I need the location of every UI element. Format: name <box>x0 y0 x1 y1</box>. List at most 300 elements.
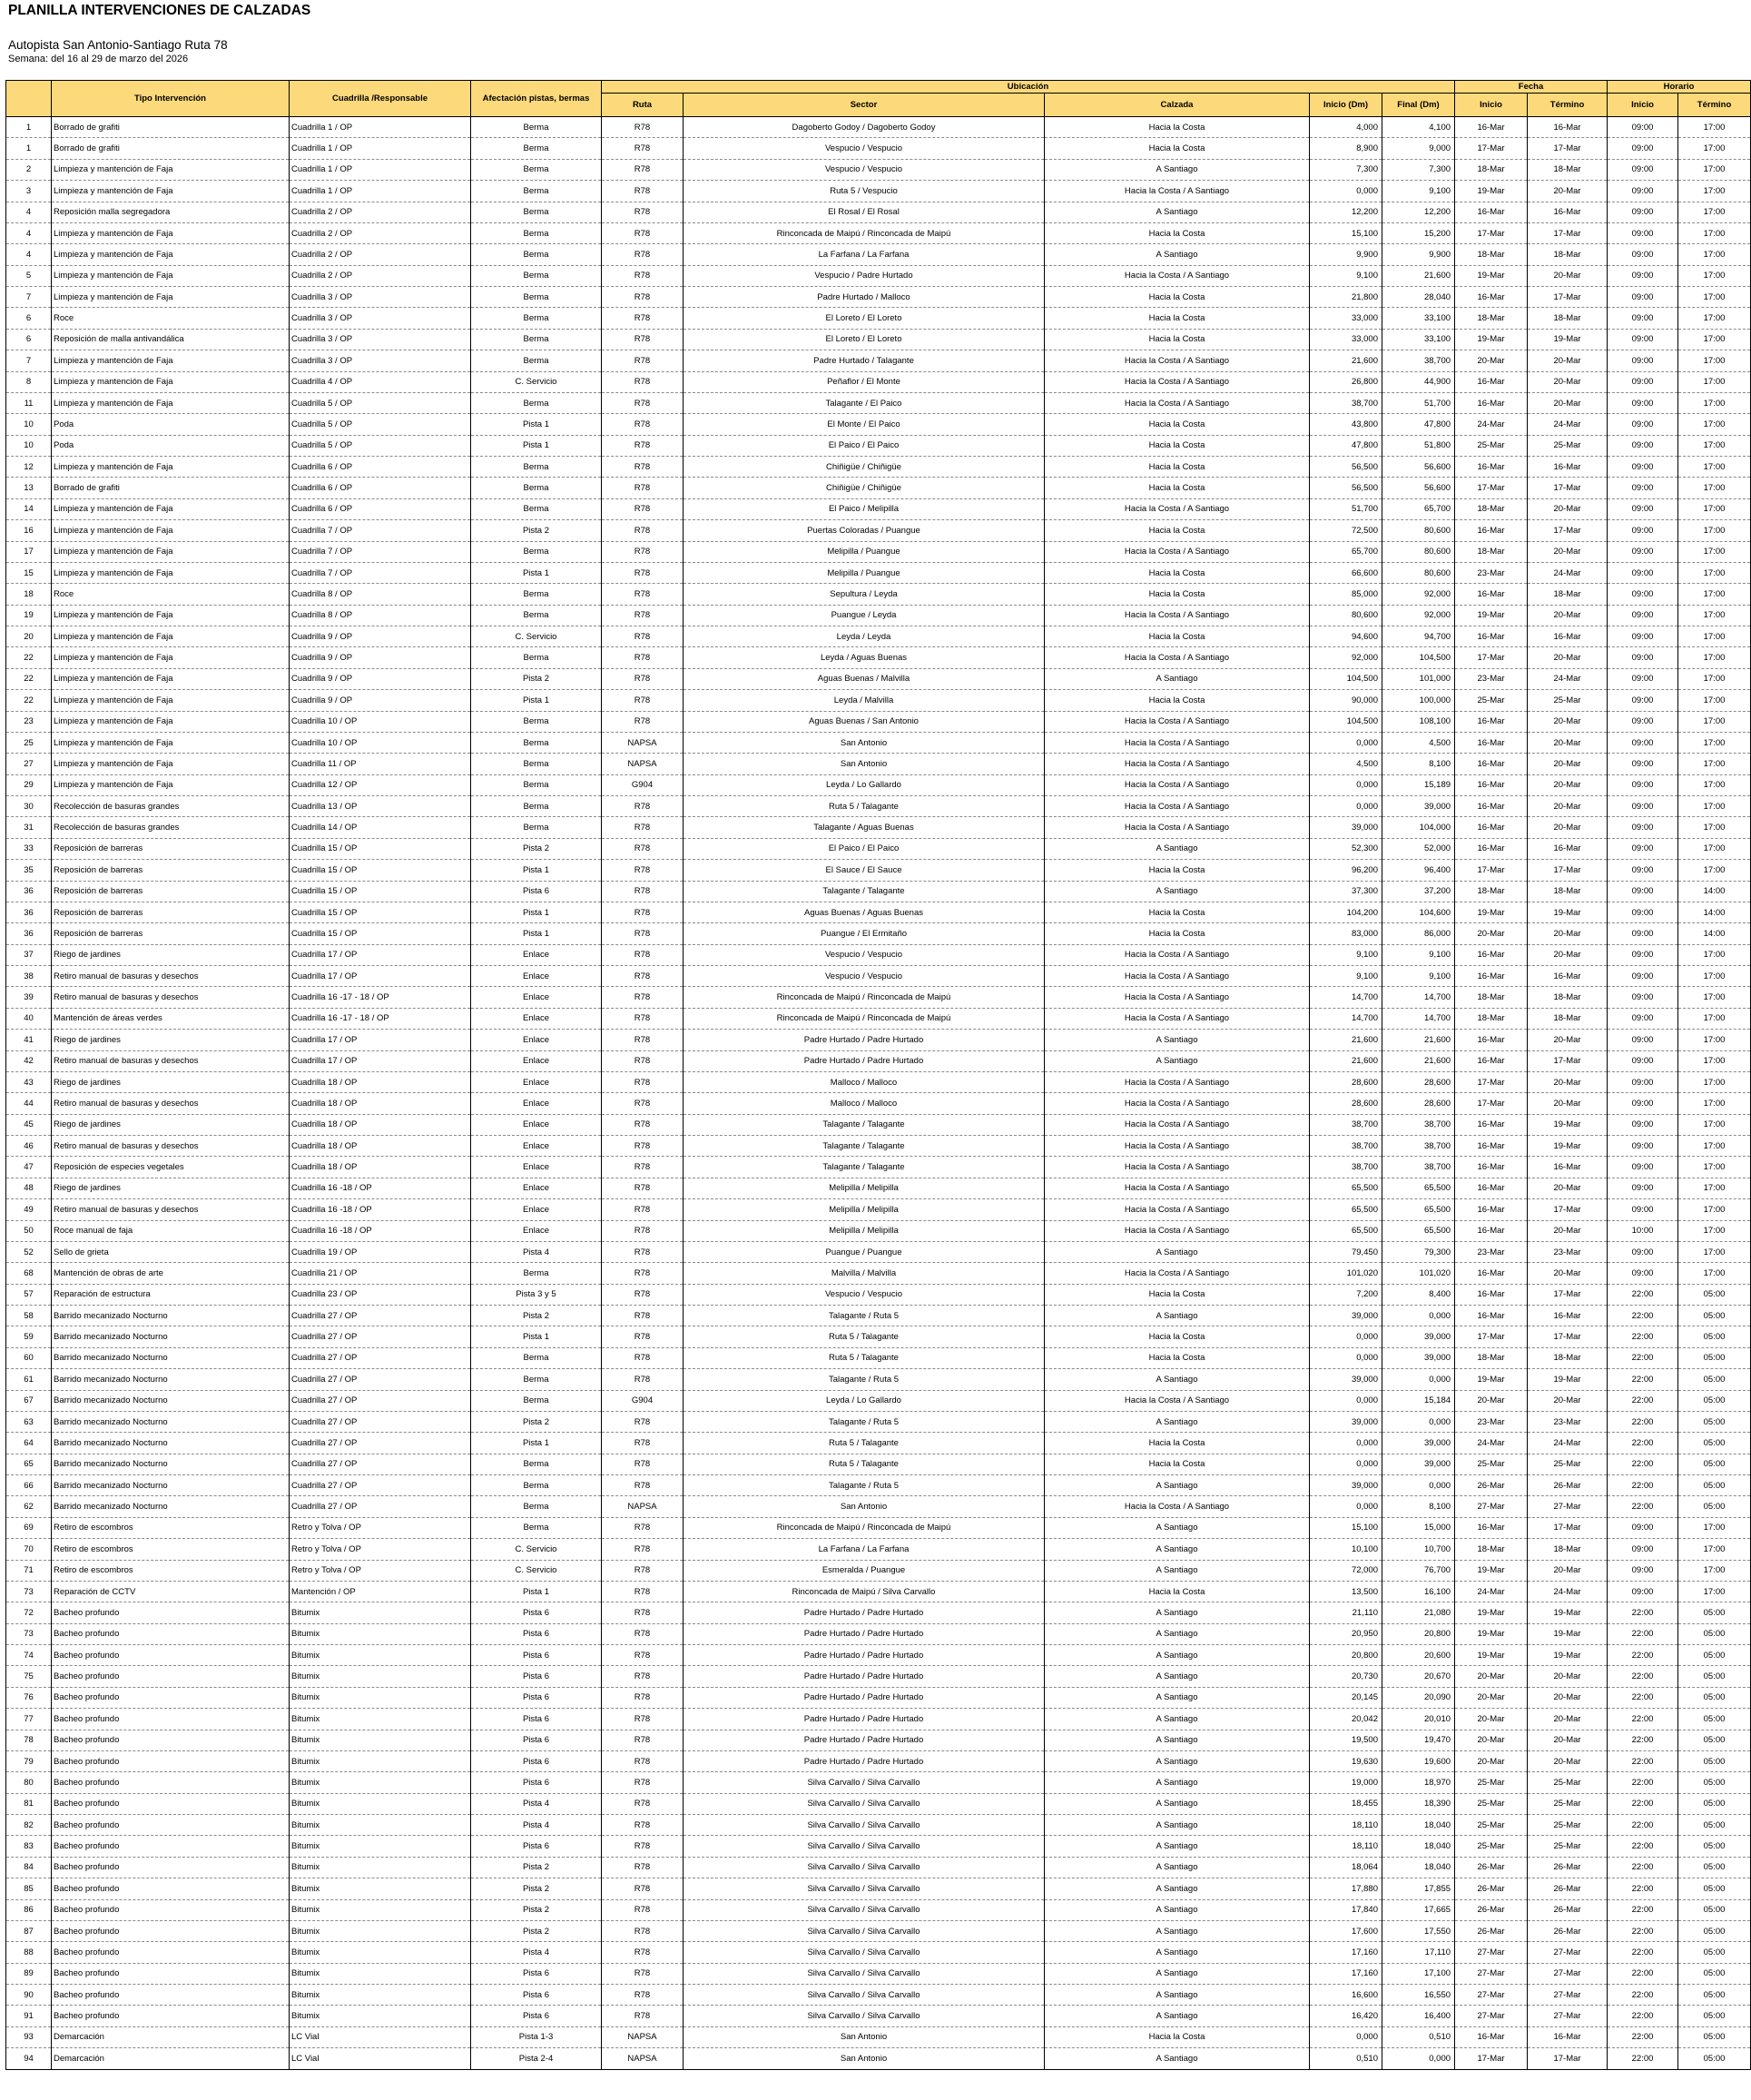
table-row <box>6 626 1751 647</box>
cell-hora-inicio: 09:00 <box>1608 287 1678 308</box>
table-row <box>6 881 1751 902</box>
cell-final-dm: 33,100 <box>1382 329 1455 350</box>
cell-final-dm: 16,400 <box>1382 2006 1455 2026</box>
cell-final-dm: 0,000 <box>1382 1411 1455 1432</box>
cell-afectacion: C. Servicio <box>471 371 602 392</box>
cell-ruta: R78 <box>602 1963 684 1984</box>
cell-hora-inicio: 09:00 <box>1608 902 1678 922</box>
cell-sector: Talagante / Talagante <box>684 881 1045 902</box>
cell-tipo: Barrido mecanizado Nocturno <box>52 1496 290 1517</box>
cell-hora-termino: 05:00 <box>1678 1326 1751 1347</box>
cell-afectacion: Pista 6 <box>471 1602 602 1623</box>
cell-id: 10 <box>6 435 52 456</box>
cell-afectacion: Enlace <box>471 1199 602 1220</box>
cell-final-dm: 39,000 <box>1382 1347 1455 1368</box>
cell-hora-termino: 05:00 <box>1678 1347 1751 1368</box>
cell-afectacion: Berma <box>471 222 602 243</box>
cell-fecha-inicio: 20-Mar <box>1455 1709 1528 1730</box>
cell-cuadrilla: Cuadrilla 10 / OP <box>290 732 471 753</box>
cell-inicio-dm: 38,700 <box>1310 392 1382 413</box>
cell-calzada: Hacia la Costa / A Santiago <box>1045 1008 1310 1029</box>
table-row <box>6 222 1751 243</box>
cell-inicio-dm: 17,600 <box>1310 1920 1382 1941</box>
cell-ruta: R78 <box>602 371 684 392</box>
cell-final-dm: 101,020 <box>1382 1263 1455 1284</box>
cell-cuadrilla: Cuadrilla 19 / OP <box>290 1241 471 1262</box>
cell-calzada: A Santiago <box>1045 1920 1310 1941</box>
cell-hora-inicio: 09:00 <box>1608 1539 1678 1560</box>
cell-afectacion: Berma <box>471 1263 602 1284</box>
cell-inicio-dm: 20,950 <box>1310 1623 1382 1644</box>
cell-fecha-inicio: 19-Mar <box>1455 1369 1528 1390</box>
cell-cuadrilla: Cuadrilla 18 / OP <box>290 1093 471 1114</box>
cell-inicio-dm: 37,300 <box>1310 881 1382 902</box>
cell-calzada: Hacia la Costa <box>1045 562 1310 583</box>
cell-id: 15 <box>6 562 52 583</box>
cell-inicio-dm: 39,000 <box>1310 817 1382 838</box>
table-row <box>6 1645 1751 1666</box>
cell-fecha-inicio: 27-Mar <box>1455 1985 1528 2006</box>
table-row <box>6 350 1751 371</box>
cell-sector: Silva Carvallo / Silva Carvallo <box>684 1942 1045 1963</box>
cell-cuadrilla: Bitumix <box>290 1772 471 1793</box>
cell-tipo: Bacheo profundo <box>52 2006 290 2026</box>
cell-fecha-inicio: 25-Mar <box>1455 435 1528 456</box>
cell-final-dm: 18,040 <box>1382 1857 1455 1878</box>
cell-final-dm: 100,000 <box>1382 690 1455 711</box>
cell-hora-inicio: 09:00 <box>1608 605 1678 626</box>
cell-id: 6 <box>6 308 52 329</box>
cell-cuadrilla: Bitumix <box>290 1709 471 1730</box>
cell-final-dm: 18,970 <box>1382 1772 1455 1793</box>
cell-ruta: R78 <box>602 1157 684 1178</box>
cell-cuadrilla: Cuadrilla 23 / OP <box>290 1284 471 1305</box>
cell-inicio-dm: 39,000 <box>1310 1306 1382 1326</box>
cell-final-dm: 0,510 <box>1382 2026 1455 2047</box>
cell-fecha-termino: 24-Mar <box>1528 562 1608 583</box>
cell-fecha-termino: 26-Mar <box>1528 1857 1608 1878</box>
cell-hora-termino: 17:00 <box>1678 1199 1751 1220</box>
cell-cuadrilla: Bitumix <box>290 1857 471 1878</box>
cell-fecha-termino: 27-Mar <box>1528 2006 1608 2026</box>
cell-ruta: R78 <box>602 202 684 222</box>
cell-hora-inicio: 22:00 <box>1608 1623 1678 1644</box>
cell-hora-termino: 17:00 <box>1678 690 1751 711</box>
cell-afectacion: Berma <box>471 181 602 202</box>
cell-fecha-termino: 16-Mar <box>1528 457 1608 478</box>
cell-tipo: Limpieza y mantención de Faja <box>52 562 290 583</box>
cell-fecha-inicio: 23-Mar <box>1455 562 1528 583</box>
cell-cuadrilla: Cuadrilla 15 / OP <box>290 902 471 922</box>
cell-ruta: R78 <box>602 265 684 286</box>
cell-ruta: R78 <box>602 1517 684 1538</box>
cell-final-dm: 20,670 <box>1382 1666 1455 1687</box>
cell-afectacion: Pista 4 <box>471 1942 602 1963</box>
cell-cuadrilla: Cuadrilla 17 / OP <box>290 1050 471 1071</box>
table-row <box>6 1602 1751 1623</box>
cell-tipo: Limpieza y mantención de Faja <box>52 181 290 202</box>
cell-fecha-inicio: 27-Mar <box>1455 2006 1528 2026</box>
cell-fecha-termino: 20-Mar <box>1528 1687 1608 1708</box>
table-row <box>6 1963 1751 1984</box>
cell-hora-inicio: 22:00 <box>1608 1750 1678 1771</box>
table-row <box>6 1623 1751 1644</box>
cell-id: 57 <box>6 1284 52 1305</box>
cell-afectacion: Berma <box>471 457 602 478</box>
cell-afectacion: C. Servicio <box>471 1560 602 1581</box>
cell-fecha-termino: 17-Mar <box>1528 478 1608 498</box>
cell-hora-inicio: 09:00 <box>1608 923 1678 944</box>
cell-cuadrilla: Cuadrilla 6 / OP <box>290 457 471 478</box>
cell-id: 84 <box>6 1857 52 1878</box>
cell-id: 58 <box>6 1306 52 1326</box>
cell-fecha-termino: 26-Mar <box>1528 1475 1608 1496</box>
cell-tipo: Riego de jardines <box>52 1114 290 1135</box>
cell-id: 16 <box>6 520 52 541</box>
cell-id: 1 <box>6 117 52 138</box>
cell-fecha-inicio: 17-Mar <box>1455 1093 1528 1114</box>
cell-ruta: R78 <box>602 838 684 859</box>
cell-afectacion: Berma <box>471 265 602 286</box>
cell-id: 94 <box>6 2048 52 2069</box>
cell-sector: Ruta 5 / Talagante <box>684 1433 1045 1454</box>
cell-ruta: R78 <box>602 1241 684 1262</box>
cell-id: 13 <box>6 478 52 498</box>
cell-afectacion: Pista 2 <box>471 1306 602 1326</box>
table-row <box>6 860 1751 881</box>
table-row <box>6 1985 1751 2006</box>
cell-id: 65 <box>6 1454 52 1474</box>
col-header-hora-inicio: Inicio <box>1608 94 1678 117</box>
cell-id: 4 <box>6 244 52 265</box>
cell-fecha-inicio: 16-Mar <box>1455 1517 1528 1538</box>
cell-afectacion: Berma <box>471 774 602 795</box>
table-row <box>6 435 1751 456</box>
cell-calzada: Hacia la Costa / A Santiago <box>1045 774 1310 795</box>
col-header-inicio-dm: Inicio (Dm) <box>1310 94 1382 117</box>
cell-calzada: Hacia la Costa / A Santiago <box>1045 1220 1310 1241</box>
cell-ruta: R78 <box>602 1899 684 1920</box>
cell-sector: Padre Hurtado / Padre Hurtado <box>684 1050 1045 1071</box>
cell-hora-inicio: 22:00 <box>1608 1730 1678 1750</box>
cell-afectacion: Pista 4 <box>471 1815 602 1836</box>
cell-hora-termino: 17:00 <box>1678 202 1751 222</box>
cell-tipo: Limpieza y mantención de Faja <box>52 754 290 774</box>
cell-sector: Malloco / Malloco <box>684 1071 1045 1092</box>
cell-final-dm: 19,470 <box>1382 1730 1455 1750</box>
table-row <box>6 732 1751 753</box>
cell-hora-inicio: 22:00 <box>1608 1326 1678 1347</box>
cell-fecha-termino: 20-Mar <box>1528 371 1608 392</box>
cell-hora-inicio: 22:00 <box>1608 1793 1678 1814</box>
cell-final-dm: 18,040 <box>1382 1815 1455 1836</box>
cell-fecha-termino: 20-Mar <box>1528 923 1608 944</box>
table-row <box>6 1750 1751 1771</box>
cell-cuadrilla: Cuadrilla 27 / OP <box>290 1454 471 1474</box>
cell-inicio-dm: 13,500 <box>1310 1581 1382 1602</box>
table-row <box>6 1008 1751 1029</box>
cell-hora-termino: 05:00 <box>1678 1623 1751 1644</box>
cell-sector: Ruta 5 / Vespucio <box>684 181 1045 202</box>
cell-afectacion: Pista 1 <box>471 1433 602 1454</box>
cell-hora-inicio: 22:00 <box>1608 1496 1678 1517</box>
cell-fecha-inicio: 20-Mar <box>1455 1390 1528 1411</box>
cell-afectacion: Berma <box>471 1390 602 1411</box>
cell-hora-inicio: 09:00 <box>1608 1241 1678 1262</box>
cell-tipo: Limpieza y mantención de Faja <box>52 732 290 753</box>
cell-fecha-termino: 17-Mar <box>1528 860 1608 881</box>
cell-final-dm: 52,000 <box>1382 838 1455 859</box>
cell-fecha-inicio: 25-Mar <box>1455 1454 1528 1474</box>
cell-cuadrilla: Cuadrilla 9 / OP <box>290 647 471 668</box>
cell-inicio-dm: 4,500 <box>1310 754 1382 774</box>
cell-calzada: Hacia la Costa / A Santiago <box>1045 605 1310 626</box>
cell-inicio-dm: 56,500 <box>1310 478 1382 498</box>
cell-hora-termino: 17:00 <box>1678 1241 1751 1262</box>
cell-sector: Melipilla / Puangue <box>684 562 1045 583</box>
cell-fecha-inicio: 20-Mar <box>1455 350 1528 371</box>
cell-sector: Aguas Buenas / San Antonio <box>684 711 1045 732</box>
cell-inicio-dm: 83,000 <box>1310 923 1382 944</box>
cell-hora-termino: 17:00 <box>1678 520 1751 541</box>
cell-fecha-termino: 16-Mar <box>1528 2026 1608 2047</box>
cell-hora-termino: 17:00 <box>1678 159 1751 180</box>
cell-tipo: Roce <box>52 584 290 605</box>
cell-inicio-dm: 28,600 <box>1310 1093 1382 1114</box>
cell-calzada: Hacia la Costa <box>1045 308 1310 329</box>
cell-final-dm: 16,550 <box>1382 1985 1455 2006</box>
cell-hora-inicio: 22:00 <box>1608 1433 1678 1454</box>
cell-hora-termino: 05:00 <box>1678 1793 1751 1814</box>
cell-calzada: A Santiago <box>1045 668 1310 689</box>
cell-id: 46 <box>6 1136 52 1157</box>
cell-ruta: NAPSA <box>602 1496 684 1517</box>
cell-fecha-termino: 27-Mar <box>1528 1942 1608 1963</box>
cell-inicio-dm: 33,000 <box>1310 308 1382 329</box>
cell-inicio-dm: 12,200 <box>1310 202 1382 222</box>
cell-id: 81 <box>6 1793 52 1814</box>
cell-inicio-dm: 16,600 <box>1310 1985 1382 2006</box>
cell-final-dm: 16,100 <box>1382 1581 1455 1602</box>
cell-calzada: A Santiago <box>1045 1602 1310 1623</box>
cell-afectacion: Pista 6 <box>471 1985 602 2006</box>
cell-calzada: A Santiago <box>1045 202 1310 222</box>
cell-ruta: R78 <box>602 541 684 562</box>
cell-hora-inicio: 22:00 <box>1608 1857 1678 1878</box>
col-header-cuadrilla: Cuadrilla /Responsable <box>290 81 471 117</box>
cell-id: 87 <box>6 1920 52 1941</box>
cell-afectacion: Pista 6 <box>471 1963 602 1984</box>
cell-fecha-termino: 17-Mar <box>1528 1284 1608 1305</box>
cell-cuadrilla: Cuadrilla 16 -17 - 18 / OP <box>290 987 471 1008</box>
cell-sector: Vespucio / Vespucio <box>684 159 1045 180</box>
cell-final-dm: 8,100 <box>1382 1496 1455 1517</box>
cell-id: 47 <box>6 1157 52 1178</box>
cell-fecha-termino: 23-Mar <box>1528 1241 1608 1262</box>
cell-sector: Talagante / Talagante <box>684 1157 1045 1178</box>
cell-calzada: Hacia la Costa / A Santiago <box>1045 732 1310 753</box>
cell-tipo: Retiro manual de basuras y desechos <box>52 1093 290 1114</box>
cell-hora-inicio: 22:00 <box>1608 1369 1678 1390</box>
cell-inicio-dm: 19,630 <box>1310 1750 1382 1771</box>
cell-sector: Padre Hurtado / Padre Hurtado <box>684 1602 1045 1623</box>
cell-hora-inicio: 09:00 <box>1608 584 1678 605</box>
cell-afectacion: Pista 6 <box>471 1836 602 1857</box>
cell-sector: Ruta 5 / Talagante <box>684 1454 1045 1474</box>
cell-inicio-dm: 65,500 <box>1310 1199 1382 1220</box>
cell-fecha-termino: 20-Mar <box>1528 754 1608 774</box>
cell-tipo: Demarcación <box>52 2026 290 2047</box>
cell-hora-termino: 17:00 <box>1678 1114 1751 1135</box>
cell-tipo: Limpieza y mantención de Faja <box>52 350 290 371</box>
cell-fecha-termino: 19-Mar <box>1528 329 1608 350</box>
cell-final-dm: 14,700 <box>1382 987 1455 1008</box>
cell-hora-inicio: 10:00 <box>1608 1220 1678 1241</box>
cell-id: 39 <box>6 987 52 1008</box>
cell-fecha-termino: 24-Mar <box>1528 668 1608 689</box>
cell-inicio-dm: 0,000 <box>1310 181 1382 202</box>
cell-hora-inicio: 22:00 <box>1608 1878 1678 1899</box>
cell-afectacion: Pista 1 <box>471 1581 602 1602</box>
cell-fecha-termino: 20-Mar <box>1528 796 1608 817</box>
cell-hora-termino: 05:00 <box>1678 1899 1751 1920</box>
cell-calzada: Hacia la Costa / A Santiago <box>1045 265 1310 286</box>
cell-hora-termino: 17:00 <box>1678 860 1751 881</box>
col-header-fecha-inicio: Inicio <box>1455 94 1528 117</box>
cell-hora-inicio: 22:00 <box>1608 1475 1678 1496</box>
cell-hora-inicio: 09:00 <box>1608 647 1678 668</box>
cell-id: 73 <box>6 1623 52 1644</box>
cell-fecha-inicio: 16-Mar <box>1455 1114 1528 1135</box>
cell-fecha-inicio: 26-Mar <box>1455 1920 1528 1941</box>
cell-inicio-dm: 47,800 <box>1310 435 1382 456</box>
table-row <box>6 2006 1751 2026</box>
cell-ruta: R78 <box>602 1623 684 1644</box>
cell-fecha-termino: 24-Mar <box>1528 1433 1608 1454</box>
cell-fecha-termino: 20-Mar <box>1528 1263 1608 1284</box>
cell-id: 75 <box>6 1666 52 1687</box>
cell-hora-termino: 17:00 <box>1678 392 1751 413</box>
cell-cuadrilla: Cuadrilla 2 / OP <box>290 244 471 265</box>
cell-final-dm: 51,700 <box>1382 392 1455 413</box>
cell-final-dm: 4,100 <box>1382 117 1455 138</box>
cell-afectacion: Enlace <box>471 1008 602 1029</box>
cell-calzada: Hacia la Costa / A Santiago <box>1045 647 1310 668</box>
cell-inicio-dm: 17,160 <box>1310 1942 1382 1963</box>
cell-fecha-termino: 20-Mar <box>1528 1030 1608 1050</box>
cell-afectacion: Pista 2 <box>471 1857 602 1878</box>
cell-tipo: Bacheo profundo <box>52 1920 290 1941</box>
cell-ruta: R78 <box>602 392 684 413</box>
cell-fecha-termino: 18-Mar <box>1528 584 1608 605</box>
cell-fecha-termino: 18-Mar <box>1528 1347 1608 1368</box>
group-header-horario: Horario <box>1608 81 1751 94</box>
cell-hora-termino: 17:00 <box>1678 329 1751 350</box>
cell-tipo: Borrado de grafiti <box>52 138 290 159</box>
cell-cuadrilla: Cuadrilla 17 / OP <box>290 944 471 965</box>
cell-inicio-dm: 15,100 <box>1310 1517 1382 1538</box>
cell-hora-inicio: 09:00 <box>1608 711 1678 732</box>
cell-tipo: Bacheo profundo <box>52 1750 290 1771</box>
cell-id: 70 <box>6 1539 52 1560</box>
cell-ruta: R78 <box>602 117 684 138</box>
cell-tipo: Demarcación <box>52 2048 290 2069</box>
cell-tipo: Recolección de basuras grandes <box>52 796 290 817</box>
cell-hora-inicio: 09:00 <box>1608 881 1678 902</box>
table-header <box>6 81 1751 117</box>
cell-hora-inicio: 09:00 <box>1608 1199 1678 1220</box>
cell-ruta: NAPSA <box>602 2026 684 2047</box>
table-row <box>6 1709 1751 1730</box>
cell-inicio-dm: 20,042 <box>1310 1709 1382 1730</box>
cell-hora-termino: 17:00 <box>1678 1263 1751 1284</box>
cell-fecha-termino: 20-Mar <box>1528 774 1608 795</box>
cell-fecha-inicio: 27-Mar <box>1455 1942 1528 1963</box>
cell-inicio-dm: 8,900 <box>1310 138 1382 159</box>
cell-final-dm: 0,000 <box>1382 1306 1455 1326</box>
cell-hora-termino: 05:00 <box>1678 1306 1751 1326</box>
cell-sector: Puangue / Leyda <box>684 605 1045 626</box>
cell-cuadrilla: Retro y Tolva / OP <box>290 1539 471 1560</box>
cell-fecha-inicio: 16-Mar <box>1455 457 1528 478</box>
cell-cuadrilla: Cuadrilla 16 -18 / OP <box>290 1220 471 1241</box>
cell-inicio-dm: 0,510 <box>1310 2048 1382 2069</box>
cell-ruta: R78 <box>602 1433 684 1454</box>
cell-fecha-inicio: 16-Mar <box>1455 711 1528 732</box>
cell-ruta: R78 <box>602 817 684 838</box>
cell-fecha-termino: 16-Mar <box>1528 202 1608 222</box>
table-row <box>6 1263 1751 1284</box>
cell-fecha-inicio: 16-Mar <box>1455 1284 1528 1305</box>
cell-hora-termino: 05:00 <box>1678 1433 1751 1454</box>
cell-fecha-termino: 16-Mar <box>1528 1157 1608 1178</box>
cell-final-dm: 20,600 <box>1382 1645 1455 1666</box>
cell-hora-inicio: 09:00 <box>1608 244 1678 265</box>
cell-cuadrilla: Bitumix <box>290 2006 471 2026</box>
table-row <box>6 244 1751 265</box>
cell-hora-termino: 14:00 <box>1678 902 1751 922</box>
cell-sector: Melipilla / Puangue <box>684 541 1045 562</box>
cell-fecha-inicio: 16-Mar <box>1455 944 1528 965</box>
table-row <box>6 605 1751 626</box>
cell-afectacion: Pista 1-3 <box>471 2026 602 2047</box>
cell-tipo: Limpieza y mantención de Faja <box>52 222 290 243</box>
cell-cuadrilla: Bitumix <box>290 1793 471 1814</box>
cell-sector: Silva Carvallo / Silva Carvallo <box>684 1857 1045 1878</box>
cell-calzada: A Santiago <box>1045 244 1310 265</box>
cell-id: 73 <box>6 1581 52 1602</box>
cell-final-dm: 39,000 <box>1382 1326 1455 1347</box>
cell-hora-termino: 17:00 <box>1678 457 1751 478</box>
cell-ruta: R78 <box>602 1136 684 1157</box>
cell-cuadrilla: Bitumix <box>290 1920 471 1941</box>
cell-hora-inicio: 09:00 <box>1608 1050 1678 1071</box>
cell-inicio-dm: 80,600 <box>1310 605 1382 626</box>
cell-calzada: Hacia la Costa / A Santiago <box>1045 1199 1310 1220</box>
page-subtitle: Autopista San Antonio-Santiago Ruta 78 <box>8 38 228 52</box>
table-row <box>6 1199 1751 1220</box>
cell-fecha-termino: 19-Mar <box>1528 1623 1608 1644</box>
cell-fecha-termino: 20-Mar <box>1528 265 1608 286</box>
cell-tipo: Retiro manual de basuras y desechos <box>52 1199 290 1220</box>
cell-afectacion: C. Servicio <box>471 1539 602 1560</box>
cell-ruta: R78 <box>602 902 684 922</box>
cell-afectacion: Berma <box>471 647 602 668</box>
cell-final-dm: 4,500 <box>1382 732 1455 753</box>
cell-cuadrilla: Cuadrilla 4 / OP <box>290 371 471 392</box>
cell-sector: Silva Carvallo / Silva Carvallo <box>684 1815 1045 1836</box>
cell-id: 22 <box>6 668 52 689</box>
